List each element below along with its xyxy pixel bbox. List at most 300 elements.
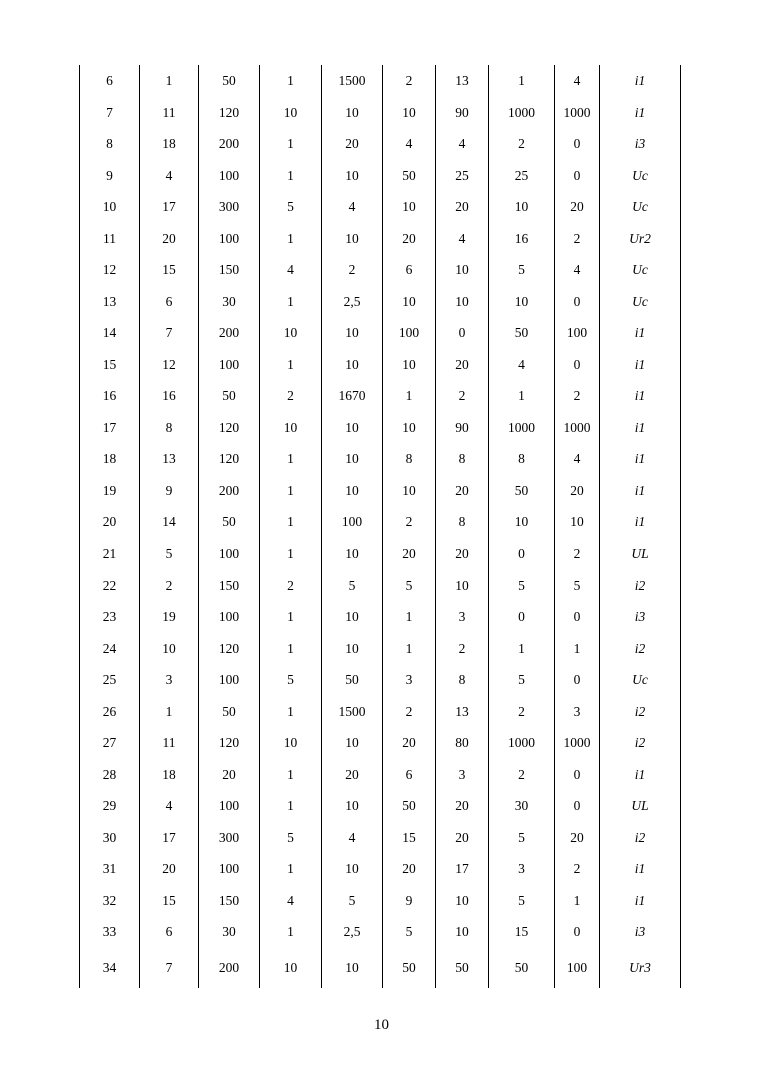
table-cell: 1 [383,380,436,412]
table-cell: 150 [199,570,260,602]
table-cell: 15 [489,916,555,948]
measured-quantity-cell: i2 [600,570,681,602]
table-row [80,696,681,728]
table-cell: 10 [260,727,322,759]
table-cell: 10 [322,443,383,475]
table-cell: 8 [140,412,199,444]
table-row [80,286,681,318]
table-cell: 120 [199,633,260,665]
table-cell: 2 [140,570,199,602]
table-cell: 10 [436,916,489,948]
variant-number-cell: 12 [80,254,140,286]
variant-number-cell: 33 [80,916,140,948]
variant-number-cell: 22 [80,570,140,602]
measured-quantity-cell: i3 [600,601,681,633]
table-cell: 1 [260,223,322,255]
table-cell: 0 [555,664,600,696]
variant-number-cell: 31 [80,853,140,885]
table-cell: 10 [322,633,383,665]
table-cell: 15 [140,885,199,917]
table-cell: 200 [199,128,260,160]
table-cell: 6 [383,254,436,286]
table-cell: 5 [383,570,436,602]
table-cell: 3 [489,853,555,885]
table-cell: 2 [260,570,322,602]
table-row [80,822,681,854]
table-cell: 120 [199,97,260,129]
table-cell: 3 [140,664,199,696]
table-cell: 10 [383,349,436,381]
measured-quantity-cell: i1 [600,65,681,97]
table-row [80,727,681,759]
measured-quantity-cell: i1 [600,380,681,412]
table-row [80,317,681,349]
table-cell: 5 [489,885,555,917]
table-cell: 3 [436,601,489,633]
table-cell: 7 [140,948,199,988]
table-cell: 4 [383,128,436,160]
table-body [80,65,681,988]
table-cell: 120 [199,412,260,444]
measured-quantity-cell: i3 [600,128,681,160]
table-cell: 0 [555,916,600,948]
table-cell: 4 [260,885,322,917]
table-cell: 100 [199,601,260,633]
table-cell: 10 [383,475,436,507]
table-cell: 2 [489,759,555,791]
measured-quantity-cell: i2 [600,633,681,665]
table-cell: 2 [383,65,436,97]
table-cell: 100 [383,317,436,349]
table-cell: 4 [555,443,600,475]
table-cell: 2 [383,696,436,728]
table-cell: 11 [140,727,199,759]
table-cell: 20 [199,759,260,791]
variant-number-cell: 30 [80,822,140,854]
table-cell: 2 [555,223,600,255]
table-cell: 90 [436,97,489,129]
table-row [80,790,681,822]
variant-number-cell: 29 [80,790,140,822]
table-cell: 2 [555,380,600,412]
variant-number-cell: 20 [80,506,140,538]
table-cell: 6 [140,916,199,948]
table-cell: 16 [140,380,199,412]
table-cell: 0 [555,286,600,318]
table-cell: 10 [322,727,383,759]
table-cell: 1 [260,286,322,318]
table-cell: 5 [489,570,555,602]
table-cell: 13 [436,696,489,728]
variant-number-cell: 9 [80,160,140,192]
table-cell: 50 [322,664,383,696]
table-cell: 10 [322,412,383,444]
variant-number-cell: 32 [80,885,140,917]
table-cell: 4 [436,223,489,255]
table-cell: 3 [555,696,600,728]
table-cell: 90 [436,412,489,444]
table-cell: 20 [436,822,489,854]
table-cell: 5 [555,570,600,602]
measured-quantity-cell: Uc [600,191,681,223]
table-cell: 20 [383,727,436,759]
variant-number-cell: 10 [80,191,140,223]
table-cell: 4 [322,822,383,854]
table-cell: 1 [260,443,322,475]
measured-quantity-cell: Uc [600,286,681,318]
table-cell: 0 [555,759,600,791]
table-cell: 25 [436,160,489,192]
table-row [80,254,681,286]
table-row [80,853,681,885]
table-cell: 4 [140,790,199,822]
measured-quantity-cell: Uc [600,254,681,286]
table-cell: 1 [260,506,322,538]
table-cell: 6 [383,759,436,791]
table-row [80,759,681,791]
table-cell: 0 [555,790,600,822]
table-cell: 9 [383,885,436,917]
table-cell: 4 [555,254,600,286]
variant-number-cell: 18 [80,443,140,475]
table-cell: 5 [322,885,383,917]
table-cell: 1000 [489,412,555,444]
table-cell: 4 [555,65,600,97]
table-cell: 16 [489,223,555,255]
table-cell: 1500 [322,65,383,97]
table-cell: 100 [199,790,260,822]
table-cell: 5 [489,254,555,286]
table-cell: 10 [489,286,555,318]
table-row [80,633,681,665]
table-cell: 30 [199,916,260,948]
variant-number-cell: 13 [80,286,140,318]
table-cell: 1 [260,65,322,97]
table-cell: 2 [489,128,555,160]
table-cell: 20 [322,759,383,791]
table-cell: 1 [555,633,600,665]
table-cell: 18 [140,128,199,160]
table-cell: 0 [555,160,600,192]
table-cell: 2 [383,506,436,538]
table-cell: 17 [436,853,489,885]
variant-number-cell: 24 [80,633,140,665]
table-cell: 0 [436,317,489,349]
table-cell: 300 [199,822,260,854]
table-cell: 100 [199,160,260,192]
table-cell: 1 [383,601,436,633]
variant-number-cell: 28 [80,759,140,791]
measured-quantity-cell: i2 [600,727,681,759]
table-row [80,916,681,948]
table-cell: 1000 [489,97,555,129]
table-cell: 13 [436,65,489,97]
table-cell: 10 [555,506,600,538]
table-cell: 17 [140,191,199,223]
variant-number-cell: 11 [80,223,140,255]
table-cell: 50 [489,948,555,988]
table-cell: 3 [383,664,436,696]
table-cell: 200 [199,475,260,507]
table-cell: 20 [436,191,489,223]
table-cell: 8 [436,664,489,696]
table-cell: 1000 [555,412,600,444]
table-cell: 50 [199,380,260,412]
variant-number-cell: 21 [80,538,140,570]
table-cell: 1 [260,160,322,192]
table-cell: 15 [383,822,436,854]
table-cell: 100 [199,538,260,570]
table-cell: 2 [555,538,600,570]
table-cell: 1500 [322,696,383,728]
table-cell: 10 [322,349,383,381]
table-cell: 1 [260,759,322,791]
table-cell: 1000 [555,727,600,759]
table-cell: 5 [140,538,199,570]
table-cell: 20 [140,853,199,885]
table-cell: 10 [489,191,555,223]
table-cell: 50 [436,948,489,988]
variant-number-cell: 23 [80,601,140,633]
variants-table [79,65,681,988]
table-cell: 1 [489,633,555,665]
table-cell: 6 [140,286,199,318]
table-cell: 4 [322,191,383,223]
variant-number-cell: 8 [80,128,140,160]
table-cell: 0 [489,601,555,633]
table-cell: 10 [322,160,383,192]
variant-number-cell: 16 [80,380,140,412]
variant-number-cell: 14 [80,317,140,349]
table-row [80,443,681,475]
table-cell: 150 [199,885,260,917]
table-cell: 120 [199,443,260,475]
table-cell: 100 [199,223,260,255]
measured-quantity-cell: i1 [600,349,681,381]
table-row [80,885,681,917]
table-cell: 1670 [322,380,383,412]
table-cell: 13 [140,443,199,475]
table-cell: 100 [199,664,260,696]
table-cell: 12 [140,349,199,381]
table-cell: 100 [555,948,600,988]
table-cell: 30 [199,286,260,318]
table-cell: 5 [322,570,383,602]
table-cell: 0 [555,128,600,160]
table-cell: 2 [260,380,322,412]
table-cell: 20 [383,853,436,885]
table-cell: 10 [322,853,383,885]
table-cell: 20 [322,128,383,160]
table-cell: 15 [140,254,199,286]
table-cell: 0 [555,349,600,381]
table-cell: 120 [199,727,260,759]
table-cell: 18 [140,759,199,791]
table-cell: 5 [260,191,322,223]
measured-quantity-cell: i1 [600,475,681,507]
table-row [80,506,681,538]
table-cell: 20 [383,538,436,570]
table-cell: 1 [140,696,199,728]
page-number: 10 [374,1017,389,1033]
table-cell: 1 [383,633,436,665]
table-cell: 2 [436,633,489,665]
table-cell: 10 [260,97,322,129]
table-row [80,65,681,97]
table-cell: 5 [489,822,555,854]
table-cell: 10 [322,317,383,349]
table-cell: 20 [383,223,436,255]
table-row [80,128,681,160]
table-cell: 100 [199,853,260,885]
measured-quantity-cell: Uc [600,664,681,696]
variant-number-cell: 26 [80,696,140,728]
table-cell: 1 [260,601,322,633]
table-cell: 10 [436,254,489,286]
table-cell: 1 [260,128,322,160]
table-row [80,601,681,633]
table-cell: 8 [383,443,436,475]
variant-number-cell: 15 [80,349,140,381]
table-cell: 50 [383,790,436,822]
table-cell: 1 [555,885,600,917]
table-cell: 10 [436,286,489,318]
table-cell: 10 [322,223,383,255]
table-row [80,349,681,381]
measured-quantity-cell: Ur2 [600,223,681,255]
table-cell: 4 [140,160,199,192]
table-cell: 10 [322,475,383,507]
table-cell: 2 [436,380,489,412]
measured-quantity-cell: i1 [600,885,681,917]
table-cell: 10 [322,948,383,988]
table-cell: 10 [260,948,322,988]
table-cell: 50 [489,475,555,507]
table-cell: 1 [260,916,322,948]
table-cell: 1 [260,790,322,822]
table-cell: 100 [199,349,260,381]
table-cell: 10 [436,570,489,602]
table-cell: 10 [260,412,322,444]
table-cell: 10 [140,633,199,665]
table-cell: 3 [436,759,489,791]
measured-quantity-cell: Uc [600,160,681,192]
table-cell: 11 [140,97,199,129]
table-cell: 100 [555,317,600,349]
table-cell: 20 [436,790,489,822]
table-cell: 10 [489,506,555,538]
table-cell: 8 [436,443,489,475]
table-cell: 2,5 [322,286,383,318]
table-cell: 17 [140,822,199,854]
table-cell: 1 [260,633,322,665]
measured-quantity-cell: Ur3 [600,948,681,988]
table-cell: 20 [140,223,199,255]
table-cell: 20 [555,191,600,223]
table-cell: 1 [140,65,199,97]
variant-number-cell: 19 [80,475,140,507]
table-cell: 80 [436,727,489,759]
table-cell: 20 [555,475,600,507]
variant-number-cell: 27 [80,727,140,759]
table-cell: 7 [140,317,199,349]
table-cell: 20 [436,349,489,381]
table-cell: 20 [555,822,600,854]
table-row [80,664,681,696]
table-cell: 2,5 [322,916,383,948]
table-cell: 1 [489,380,555,412]
table-cell: 20 [436,475,489,507]
table-cell: 10 [383,191,436,223]
measured-quantity-cell: i1 [600,443,681,475]
table-cell: 1 [260,696,322,728]
table-cell: 4 [260,254,322,286]
measured-quantity-cell: i1 [600,506,681,538]
variant-number-cell: 25 [80,664,140,696]
table-cell: 0 [489,538,555,570]
table-cell: 1 [260,538,322,570]
measured-quantity-cell: UL [600,790,681,822]
table-cell: 1000 [555,97,600,129]
measured-quantity-cell: i3 [600,916,681,948]
table-row [80,97,681,129]
table-cell: 200 [199,948,260,988]
variant-number-cell: 34 [80,948,140,988]
table-row [80,223,681,255]
variant-number-cell: 6 [80,65,140,97]
table-cell: 10 [436,885,489,917]
table-cell: 0 [555,601,600,633]
table-cell: 10 [260,317,322,349]
measured-quantity-cell: i1 [600,853,681,885]
table-cell: 30 [489,790,555,822]
table-cell: 50 [199,65,260,97]
table-cell: 1 [260,853,322,885]
table-cell: 9 [140,475,199,507]
table-cell: 25 [489,160,555,192]
table-cell: 2 [489,696,555,728]
table-cell: 4 [436,128,489,160]
table-cell: 10 [322,601,383,633]
table-row [80,412,681,444]
table-row [80,191,681,223]
table-cell: 50 [489,317,555,349]
table-cell: 1 [260,349,322,381]
variant-number-cell: 7 [80,97,140,129]
table-cell: 200 [199,317,260,349]
measured-quantity-cell: i2 [600,822,681,854]
table-cell: 19 [140,601,199,633]
table-cell: 5 [383,916,436,948]
table-cell: 50 [383,948,436,988]
measured-quantity-cell: i2 [600,696,681,728]
table-cell: 10 [322,538,383,570]
table-cell: 50 [199,696,260,728]
measured-quantity-cell: i1 [600,97,681,129]
table-cell: 5 [260,664,322,696]
measured-quantity-cell: i1 [600,759,681,791]
table-cell: 5 [489,664,555,696]
table-cell: 10 [383,97,436,129]
table-cell: 5 [260,822,322,854]
table-cell: 2 [322,254,383,286]
table-cell: 8 [436,506,489,538]
table-row [80,948,681,988]
variants-table-container [79,65,681,988]
measured-quantity-cell: i1 [600,317,681,349]
table-cell: 10 [383,412,436,444]
table-cell: 2 [555,853,600,885]
